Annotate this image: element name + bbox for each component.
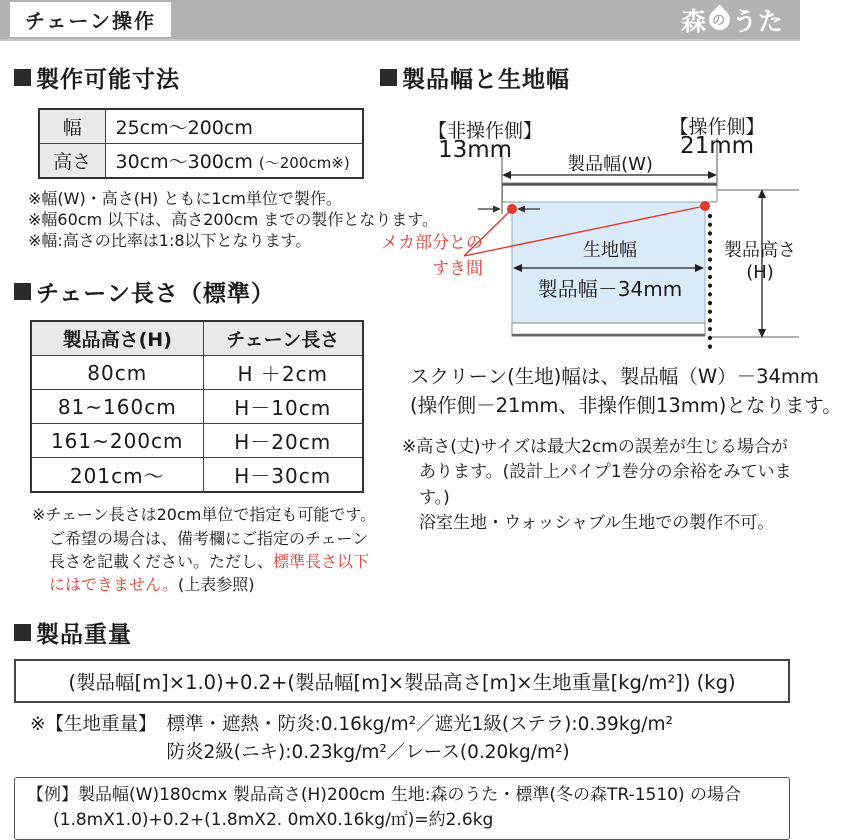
leaf-icon xyxy=(705,5,735,35)
row-header-width: 幅 xyxy=(39,109,105,144)
head-rail xyxy=(503,183,718,202)
table-row: 161~200cm H－20cm xyxy=(31,424,363,458)
row-value-height: 30cm〜300cm (〜200cm※) xyxy=(105,144,363,179)
operation-side-value: 21mm xyxy=(679,133,755,159)
production-size-table xyxy=(38,108,364,179)
gap-dot-right xyxy=(700,201,710,211)
right-column xyxy=(380,61,842,596)
production-size-title: 製作可能寸法 xyxy=(14,61,380,94)
note-line: ※幅60cm 以下は、高さ200cm までの製作となります。 xyxy=(28,210,438,230)
table-row xyxy=(39,109,363,144)
chain-length-note: ※チェーン長さは20cm単位で指定も可能です。ご希望の場合は、備考欄にご指定のチェーン長さを記載ください。ただし、標準長さ以下にはできません。(上表参照) xyxy=(32,505,377,594)
fabric-weight-values: 標準・遮熱・防炎:0.16kg/m²／遮光1級(ステラ):0.39kg/m² 防炎2級(ニキ):0.23kg/m²／レース(0.20kg/m²) xyxy=(166,714,673,763)
table-row: 80cm H ＋2cm xyxy=(31,356,363,390)
note-line: ※幅:高さの比率は1:8以下となります。 xyxy=(28,231,312,251)
product-width-label: 製品幅(W) xyxy=(567,154,653,175)
logo-text-no: の xyxy=(712,13,727,29)
product-weight-section xyxy=(0,616,800,840)
col-header-chain-length: チェーン長さ xyxy=(203,321,363,356)
logo-text-uta: うた xyxy=(731,6,784,36)
height-tolerance-note: ※高さ(丈)サイズは最大2cmの誤差が生じる場合が あります。(設計上パイプ1巻分の余裕をみています。) 浴室生地・ウォッシャブル生地での製作不可。 xyxy=(402,436,792,533)
product-weight-title: 製品重量 xyxy=(14,616,792,649)
production-size-notes xyxy=(28,188,438,251)
fabric-weight-note xyxy=(30,711,792,767)
table-row: 81~160cm H－10cm xyxy=(31,390,363,424)
row-header-height: 高さ xyxy=(39,144,105,179)
top-header-bar xyxy=(0,0,800,41)
fabric-rect xyxy=(512,202,705,323)
product-height-label: 製品高さ xyxy=(724,240,796,261)
warning-text: 標準長さ以下にはできません。 xyxy=(49,551,370,594)
section-bullet-icon xyxy=(380,69,397,86)
table-row: 201cm〜 H－30cm xyxy=(31,458,363,493)
brand-logo xyxy=(681,2,784,38)
col-header-product-height: 製品高さ(H) xyxy=(31,321,203,356)
section-bullet-icon xyxy=(14,624,31,641)
width-diagram xyxy=(380,110,800,356)
non-operation-side-value: 13mm xyxy=(437,137,513,163)
weight-example-box: 【例】製品幅(W)180cmx 製品高さ(H)200cm 生地:森のうた・標準(冬の森TR-1510) の場合 (1.8mX1.0)+0.2+(1.8mX2. 0mX0.16kg/㎡)=約2.6kg xyxy=(14,777,790,840)
section-bullet-icon xyxy=(14,283,31,300)
row-value-width: 25cm〜200cm xyxy=(105,109,363,144)
logo-text-mori: 森 xyxy=(680,6,707,36)
fabric-width-label: 生地幅 xyxy=(583,240,637,261)
main-columns xyxy=(0,41,842,596)
chain-length-title: チェーン長さ（標準） xyxy=(14,275,380,308)
non-operation-side-label: 【非操作側】 xyxy=(427,120,542,142)
operation-type-label: チェーン操作 xyxy=(25,9,156,33)
operation-side-label: 【操作側】 xyxy=(669,116,765,138)
fabric-width-description: スクリーン(生地)幅は、製品幅（W）－34mm (操作側－21mm、非操作側13mm)となります。 xyxy=(410,365,842,418)
product-height-unit: (H) xyxy=(746,262,774,283)
operation-type-tab xyxy=(10,2,171,37)
section-bullet-icon xyxy=(14,69,31,86)
gap-dot-left xyxy=(507,204,517,214)
weight-formula-box: (製品幅[m]×1.0)+0.2+(製品幅[m]×製品高さ[m]×生地重量[kg/m²]) (kg) xyxy=(14,659,790,703)
table-row xyxy=(39,144,363,179)
fabric-width-value: 製品幅－34mm xyxy=(537,277,683,301)
note-line: ※幅(W)・高さ(H) ともに1cm単位で製作。 xyxy=(28,189,342,208)
chain-length-table xyxy=(30,320,364,493)
table-header-row xyxy=(31,321,363,356)
product-width-title: 製品幅と生地幅 xyxy=(380,61,794,94)
mech-gap-label: メカ部分との すき間 xyxy=(381,233,483,280)
fabric-weight-label: ※【生地重量】 xyxy=(30,714,157,736)
